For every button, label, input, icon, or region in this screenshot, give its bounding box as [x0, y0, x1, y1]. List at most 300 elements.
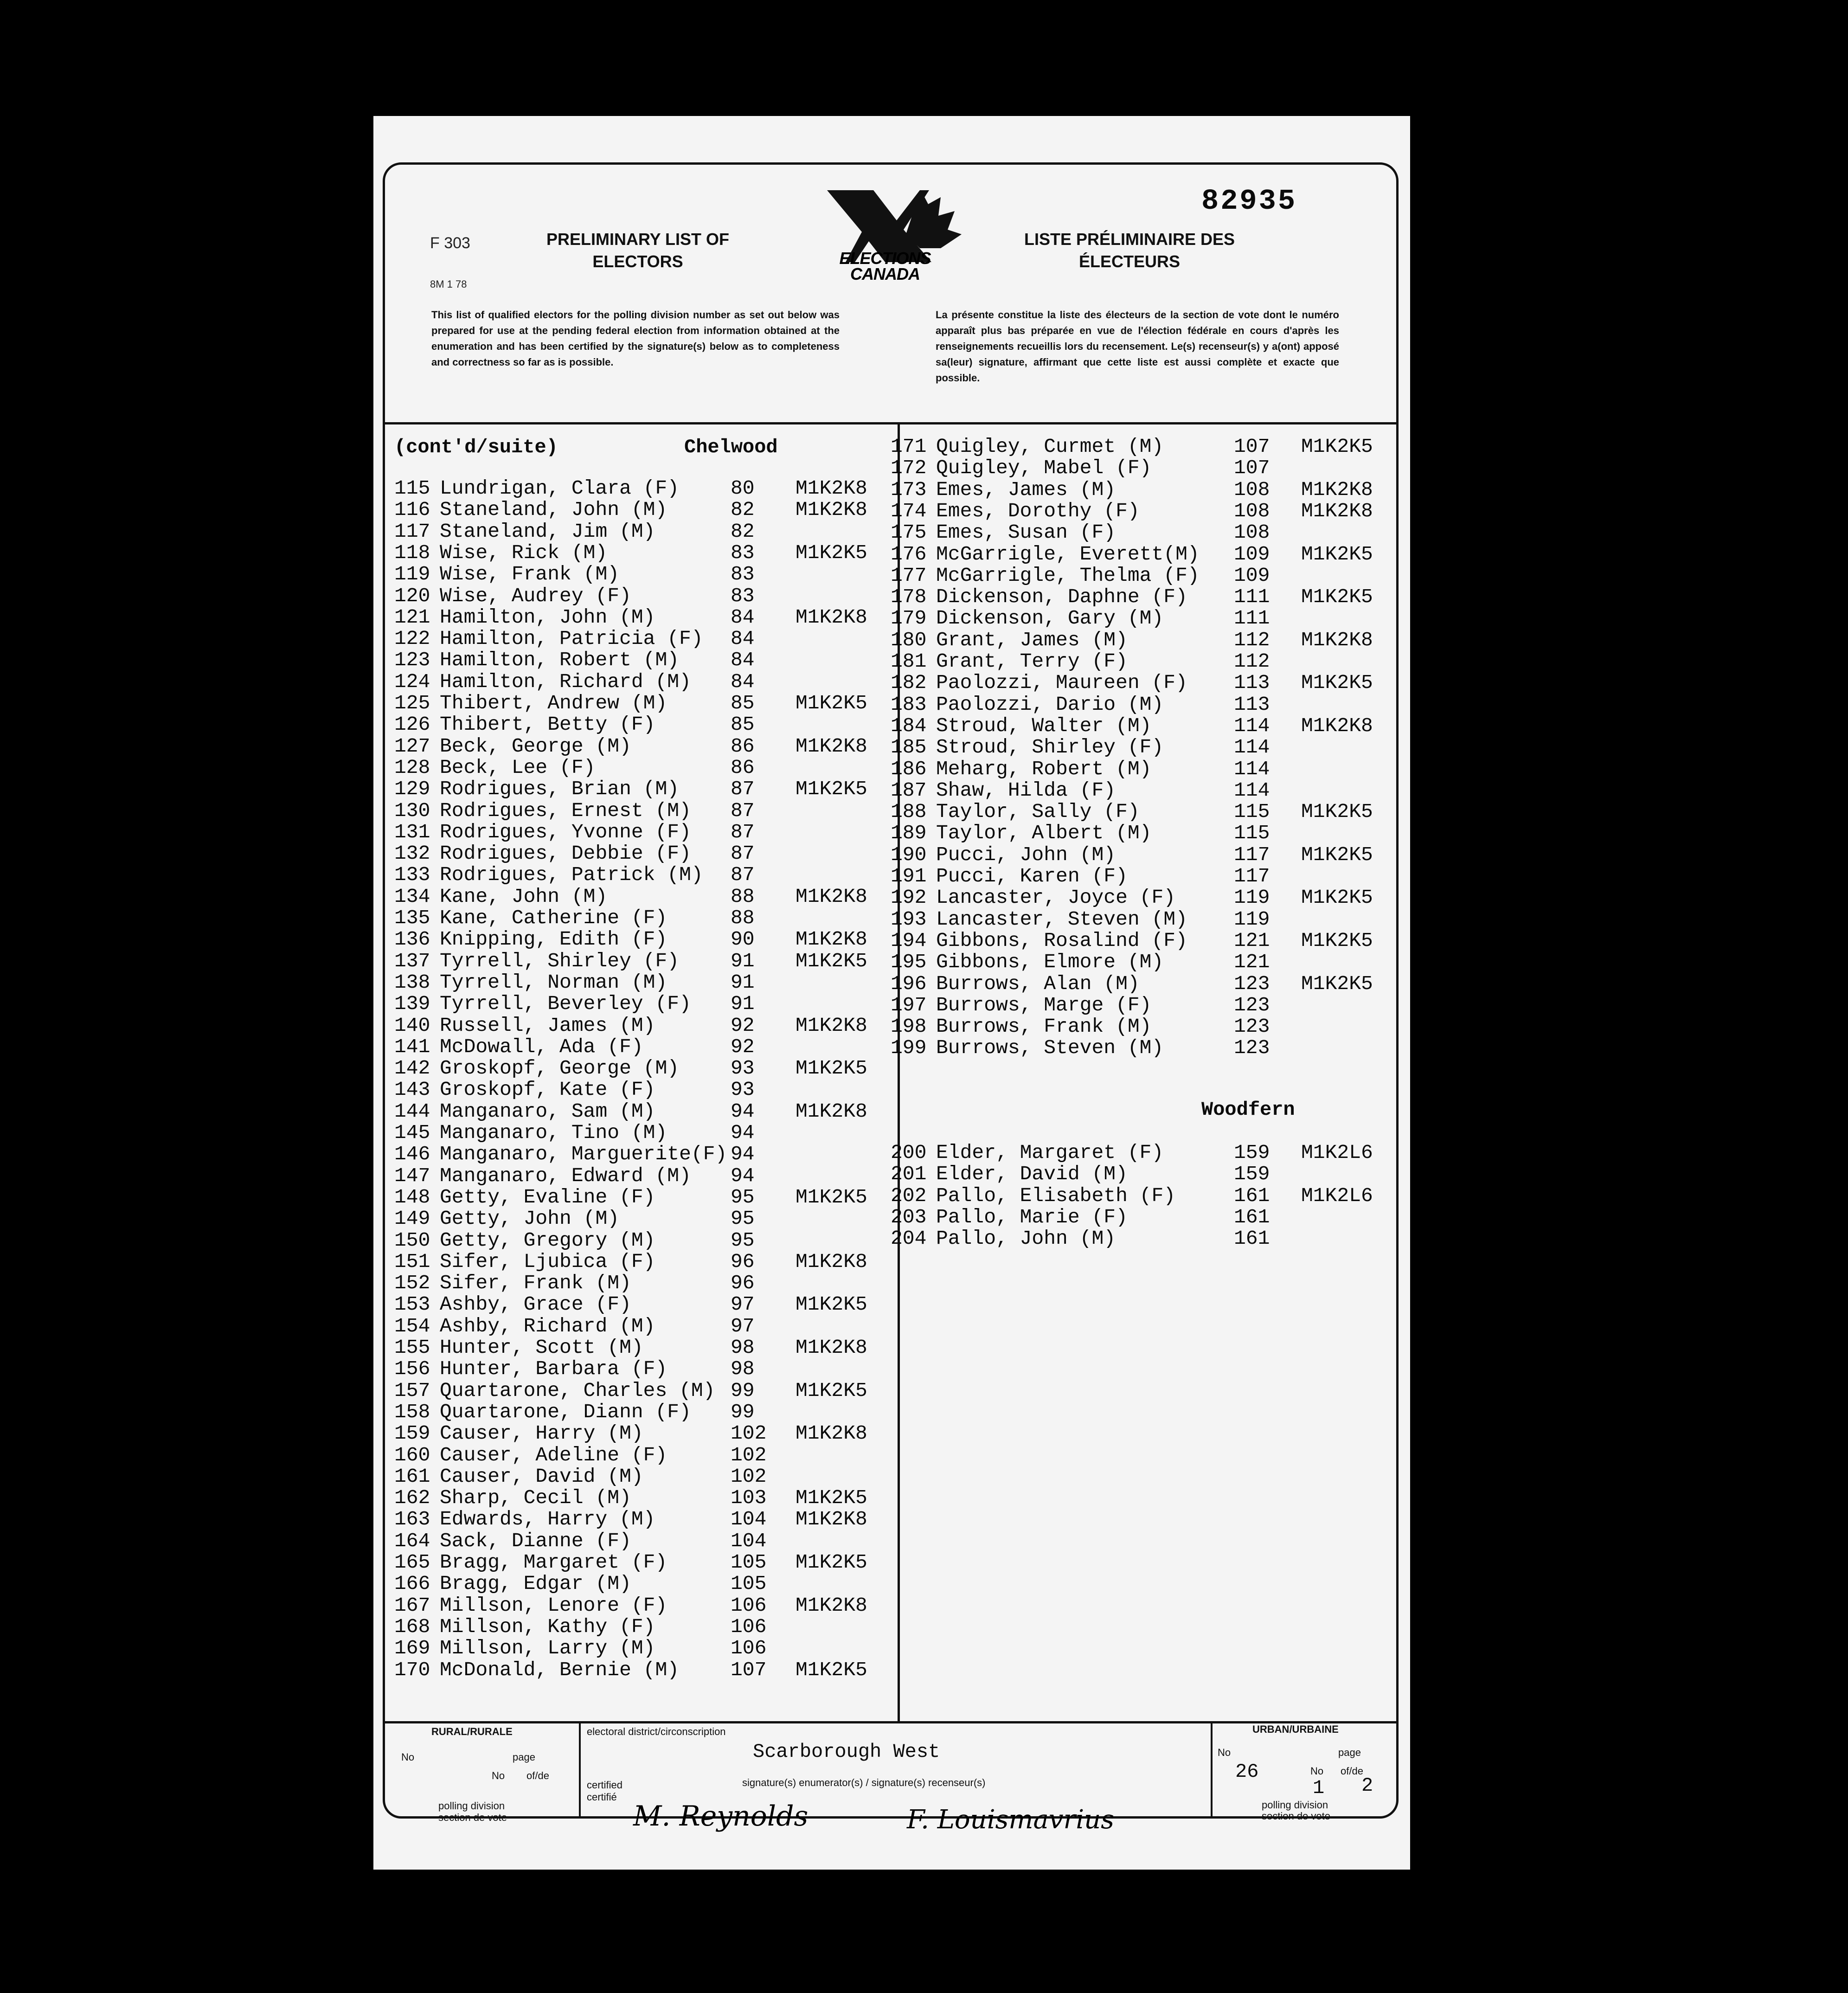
postal-code: M1K2K5 — [796, 1185, 867, 1209]
district-name: Scarborough West — [753, 1741, 940, 1763]
elector-number: 141 — [394, 1035, 430, 1058]
postal-code: M1K2K5 — [796, 778, 867, 801]
elector-number: 119 — [394, 563, 430, 586]
urban-page-label: page — [1338, 1747, 1361, 1758]
elector-name: McDonald, Bernie (M) — [440, 1658, 680, 1681]
elector-row — [394, 1595, 895, 1616]
elector-number: 135 — [394, 906, 430, 929]
street-number: 104 — [731, 1529, 767, 1552]
elector-name: Sharp, Cecil (M) — [440, 1486, 631, 1510]
elector-number: 168 — [394, 1615, 430, 1638]
elector-name: Kane, Catherine (F) — [440, 906, 667, 929]
elector-row — [394, 499, 895, 521]
page-number: 1 — [1313, 1777, 1325, 1799]
street-number: 121 — [1234, 929, 1270, 952]
elector-number: 153 — [394, 1293, 430, 1316]
elector-number: 147 — [394, 1164, 430, 1187]
street-number: 95 — [731, 1185, 755, 1209]
elector-number: 143 — [394, 1078, 430, 1101]
street-number: 161 — [1234, 1227, 1270, 1250]
elector-number: 116 — [394, 498, 430, 521]
elector-row — [394, 1509, 895, 1530]
elector-name: Burrows, Frank (M) — [936, 1015, 1152, 1038]
postal-code: M1K2K5 — [796, 692, 867, 714]
elector-row — [394, 671, 895, 693]
elector-number: 115 — [394, 477, 430, 500]
elector-number: 166 — [394, 1572, 430, 1595]
elector-number: 138 — [394, 971, 430, 994]
elector-row — [394, 714, 895, 735]
elector-number: 183 — [891, 693, 927, 716]
elector-number: 197 — [891, 993, 927, 1016]
left-elector-column — [394, 436, 895, 1717]
street-number: 96 — [731, 1250, 755, 1273]
street-number: 84 — [731, 605, 755, 629]
elector-row — [394, 907, 895, 929]
elector-name: Staneland, John (M) — [440, 498, 667, 521]
elector-row — [394, 1187, 895, 1208]
elector-name: Kane, John (M) — [440, 885, 608, 908]
postal-code: M1K2K8 — [796, 1422, 867, 1445]
elector-row — [891, 436, 1396, 457]
street-number: 99 — [731, 1379, 755, 1402]
street-number: 80 — [731, 477, 755, 500]
street-number: 88 — [731, 885, 755, 908]
street-number: 109 — [1234, 564, 1270, 587]
elector-number: 152 — [394, 1272, 430, 1295]
street-number: 103 — [731, 1486, 767, 1510]
elector-name: Staneland, Jim (M) — [440, 520, 655, 543]
street-number: 107 — [1234, 435, 1270, 458]
elector-name: Manganaro, Tino (M) — [440, 1121, 667, 1144]
elector-row — [394, 478, 895, 499]
elector-number: 163 — [394, 1508, 430, 1531]
street-number: 95 — [731, 1228, 755, 1252]
elector-number: 156 — [394, 1357, 430, 1381]
elector-number: 188 — [891, 800, 927, 823]
elector-row — [394, 1101, 895, 1122]
elector-name: Dickenson, Daphne (F) — [936, 585, 1187, 609]
elector-name: Groskopf, George (M) — [440, 1057, 680, 1080]
postal-code: M1K2K5 — [1301, 585, 1373, 609]
postal-code: M1K2K5 — [796, 541, 867, 564]
street-number: 106 — [731, 1594, 767, 1617]
elector-row — [891, 780, 1396, 801]
elector-number: 179 — [891, 607, 927, 630]
elector-row — [394, 1530, 895, 1552]
elector-row — [394, 951, 895, 972]
elector-row — [394, 1358, 895, 1380]
street-number: 114 — [1234, 757, 1270, 780]
elector-name: Lancaster, Steven (M) — [936, 907, 1187, 931]
elector-name: Ashby, Richard (M) — [440, 1314, 655, 1337]
elector-row — [891, 1207, 1396, 1228]
signature-enumerator-2: F. Louismavrius — [907, 1805, 1114, 1835]
postal-code: M1K2K8 — [796, 1014, 867, 1037]
elector-row — [394, 1316, 895, 1337]
elector-number: 202 — [891, 1184, 927, 1207]
elector-name: Pallo, Marie (F) — [936, 1205, 1128, 1228]
street-woodfern: Woodfern — [1201, 1099, 1295, 1121]
elector-number: 200 — [891, 1141, 927, 1164]
elector-name: Beck, Lee (F) — [440, 756, 596, 779]
street-number: 105 — [731, 1572, 767, 1595]
elector-number: 162 — [394, 1486, 430, 1510]
intro-english: This list of qualified electors for the polling division number as set out below was prepared for use at the pending federal election from information obtained at the enumeration and has been certified by the signature(s) below as to completeness and correctness so far as is possible. — [431, 309, 840, 368]
elector-number: 167 — [394, 1594, 430, 1617]
urban-polling-label: polling division — [1262, 1799, 1328, 1811]
street-number: 91 — [731, 949, 755, 972]
street-number: 108 — [1234, 478, 1270, 501]
postal-code: M1K2K5 — [796, 1379, 867, 1402]
street-number: 92 — [731, 1035, 755, 1058]
elector-row — [394, 1380, 895, 1402]
elector-name: Thibert, Andrew (M) — [440, 692, 667, 714]
elector-number: 169 — [394, 1637, 430, 1660]
elector-row — [394, 1445, 895, 1466]
elector-name: Quartarone, Charles (M) — [440, 1379, 715, 1402]
elector-row — [394, 1165, 895, 1187]
elector-name: Elder, Margaret (F) — [936, 1141, 1164, 1164]
elector-name: Sifer, Frank (M) — [440, 1272, 631, 1295]
title-english: PRELIMINARY LIST OF ELECTORS — [546, 230, 729, 271]
elector-row — [394, 736, 895, 757]
street-number: 119 — [1234, 886, 1270, 909]
elector-row — [394, 1015, 895, 1036]
elector-name: Pallo, Elisabeth (F) — [936, 1184, 1176, 1207]
elector-name: Tyrrell, Norman (M) — [440, 971, 667, 994]
elector-number: 176 — [891, 542, 927, 566]
elector-row — [891, 522, 1396, 543]
urban-of-label: of/de — [1341, 1765, 1363, 1777]
elector-name: Sack, Dianne (F) — [440, 1529, 631, 1552]
elector-number: 128 — [394, 756, 430, 779]
elector-row — [891, 501, 1396, 522]
elector-name: Rodrigues, Yvonne (F) — [440, 820, 691, 843]
elector-row — [891, 844, 1396, 866]
elector-name: Causer, Adeline (F) — [440, 1443, 667, 1466]
elector-row — [394, 1638, 895, 1659]
postal-code: M1K2K8 — [796, 1336, 867, 1359]
elector-row — [891, 1164, 1396, 1185]
elector-number: 137 — [394, 949, 430, 972]
polling-division-number: 26 — [1235, 1761, 1259, 1783]
elector-name: McGarrigle, Everett(M) — [936, 542, 1200, 566]
postal-code: M1K2K5 — [1301, 972, 1373, 995]
street-number: 109 — [1234, 542, 1270, 566]
elector-name: Shaw, Hilda (F) — [936, 778, 1116, 802]
elector-name: Grant, Terry (F) — [936, 650, 1128, 673]
elector-name: Taylor, Albert (M) — [936, 822, 1152, 845]
postal-code: M1K2K5 — [1301, 929, 1373, 952]
elector-name: Russell, James (M) — [440, 1014, 655, 1037]
street-number: 123 — [1234, 993, 1270, 1016]
postal-code: M1K2K8 — [796, 1250, 867, 1273]
elector-name: Hunter, Barbara (F) — [440, 1357, 667, 1381]
elector-row — [394, 822, 895, 843]
street-number: 102 — [731, 1422, 767, 1445]
elector-number: 174 — [891, 499, 927, 522]
elector-name: Meharg, Robert (M) — [936, 757, 1152, 780]
street-number: 98 — [731, 1336, 755, 1359]
elector-number: 160 — [394, 1443, 430, 1466]
elector-name: Tyrrell, Beverley (F) — [440, 992, 691, 1016]
street-number: 92 — [731, 1014, 755, 1037]
street-number: 86 — [731, 756, 755, 779]
elector-row — [891, 995, 1396, 1016]
elector-number: 124 — [394, 670, 430, 693]
elector-row — [394, 1273, 895, 1294]
elector-row — [891, 694, 1396, 715]
elector-row — [891, 1037, 1396, 1059]
street-number: 87 — [731, 778, 755, 801]
postal-code: M1K2K5 — [1301, 886, 1373, 909]
elector-number: 187 — [891, 778, 927, 802]
elector-number: 140 — [394, 1014, 430, 1037]
street-number: 111 — [1234, 585, 1270, 609]
elector-number: 118 — [394, 541, 430, 564]
elector-name: Hamilton, John (M) — [440, 605, 655, 629]
elector-name: Emes, Dorothy (F) — [936, 499, 1140, 522]
urban-section-label: section de vote — [1262, 1810, 1330, 1822]
elector-number: 155 — [394, 1336, 430, 1359]
street-number: 123 — [1234, 1015, 1270, 1038]
street-number: 94 — [731, 1121, 755, 1144]
street-number: 123 — [1234, 1036, 1270, 1060]
elector-number: 171 — [891, 435, 927, 458]
elector-row — [394, 693, 895, 714]
street-number: 84 — [731, 649, 755, 672]
electors-list-sheet — [373, 116, 1410, 1870]
elector-row — [891, 1016, 1396, 1037]
elector-name: Rodrigues, Ernest (M) — [440, 799, 691, 822]
elector-number: 134 — [394, 885, 430, 908]
street-number: 114 — [1234, 778, 1270, 802]
elector-name: Manganaro, Edward (M) — [440, 1164, 691, 1187]
street-number: 113 — [1234, 693, 1270, 716]
elector-name: Causer, Harry (M) — [440, 1422, 643, 1445]
elector-row — [891, 887, 1396, 908]
elector-name: Rodrigues, Debbie (F) — [440, 842, 691, 865]
elector-name: Gibbons, Elmore (M) — [936, 951, 1164, 974]
street-number: 97 — [731, 1293, 755, 1316]
street-number: 91 — [731, 992, 755, 1016]
elector-number: 186 — [891, 757, 927, 780]
street-number: 115 — [1234, 800, 1270, 823]
street-number: 99 — [731, 1400, 755, 1423]
elector-number: 203 — [891, 1205, 927, 1228]
elector-name: Emes, James (M) — [936, 478, 1116, 501]
postal-code: M1K2K8 — [1301, 628, 1373, 651]
elector-row — [394, 607, 895, 628]
elector-number: 158 — [394, 1400, 430, 1423]
elector-name: Beck, George (M) — [440, 734, 631, 758]
street-number: 87 — [731, 863, 755, 887]
elector-row — [891, 823, 1396, 844]
street-number: 115 — [1234, 822, 1270, 845]
elector-name: Wise, Rick (M) — [440, 541, 608, 564]
elector-row — [394, 564, 895, 585]
elector-name: Quigley, Curmet (M) — [936, 435, 1164, 458]
elector-name: Lancaster, Joyce (F) — [936, 886, 1176, 909]
elector-name: Burrows, Marge (F) — [936, 993, 1152, 1016]
elector-number: 184 — [891, 714, 927, 737]
rural-page-label: page — [513, 1751, 535, 1763]
header-divider — [385, 422, 1399, 424]
street-number: 94 — [731, 1143, 755, 1166]
postal-code: M1K2L6 — [1301, 1184, 1373, 1207]
elector-row — [394, 585, 895, 607]
rural-no-label: No — [401, 1751, 415, 1763]
elector-number: 173 — [891, 478, 927, 501]
street-number: 106 — [731, 1615, 767, 1638]
elector-name: Burrows, Alan (M) — [936, 972, 1140, 995]
elector-number: 150 — [394, 1228, 430, 1252]
street-number: 90 — [731, 928, 755, 951]
elector-name: Gibbons, Rosalind (F) — [936, 929, 1187, 952]
rural-polling-label: polling division — [438, 1800, 505, 1812]
elector-name: Burrows, Steven (M) — [936, 1036, 1164, 1060]
postal-code: M1K2K8 — [1301, 478, 1373, 501]
elector-name: Lundrigan, Clara (F) — [440, 477, 680, 500]
elector-number: 127 — [394, 734, 430, 758]
elector-name: Taylor, Sally (F) — [936, 800, 1140, 823]
postal-code: M1K2K8 — [1301, 714, 1373, 737]
elector-row — [394, 1423, 895, 1444]
street-number: 93 — [731, 1078, 755, 1101]
elector-name: Thibert, Betty (F) — [440, 713, 655, 736]
elector-row — [891, 586, 1396, 608]
street-number: 82 — [731, 498, 755, 521]
elector-number: 161 — [394, 1465, 430, 1488]
elector-row — [394, 864, 895, 886]
street-number: 85 — [731, 713, 755, 736]
elector-name: Knipping, Edith (F) — [440, 928, 667, 951]
street-number: 108 — [1234, 521, 1270, 544]
elector-row — [394, 843, 895, 864]
street-number: 91 — [731, 971, 755, 994]
elector-name: Tyrrell, Shirley (F) — [440, 949, 680, 972]
postal-code: M1K2K8 — [796, 928, 867, 951]
elector-row — [394, 1122, 895, 1144]
elector-row — [394, 972, 895, 993]
elector-name: Wise, Audrey (F) — [440, 584, 631, 607]
elector-name: Pucci, Karen (F) — [936, 865, 1128, 887]
elector-row — [394, 1402, 895, 1423]
postal-code: M1K2K8 — [796, 885, 867, 908]
elector-row — [394, 757, 895, 778]
intro-french: La présente constitue la liste des électeurs de la section de vote dont le numéro apparaît plus bas préparée en vue de l'élection fédérale en cours d'après les renseignements recueillis lors du recensement. Le(s) recenseur(s) y a(ont) apposé sa(leur) signature, affirmant que cette liste est aussi complète et exacte que possible. — [936, 309, 1339, 384]
street-number: 117 — [1234, 865, 1270, 887]
elector-number: 204 — [891, 1227, 927, 1250]
elector-number: 125 — [394, 692, 430, 714]
contd-label: (cont'd/suite) — [394, 436, 558, 458]
street-number: 161 — [1234, 1184, 1270, 1207]
rural-section-label: section de vote — [438, 1812, 507, 1823]
street-number: 88 — [731, 906, 755, 929]
elector-name: Causer, David (M) — [440, 1465, 643, 1488]
street-number: 84 — [731, 627, 755, 650]
elector-row — [891, 630, 1396, 651]
elector-name: Pallo, John (M) — [936, 1227, 1116, 1250]
street-number: 87 — [731, 842, 755, 865]
elector-number: 195 — [891, 951, 927, 974]
elector-name: Getty, John (M) — [440, 1207, 620, 1230]
postal-code: M1K2K8 — [796, 605, 867, 629]
postal-code: M1K2K5 — [796, 949, 867, 972]
elector-row — [891, 608, 1396, 629]
elector-row — [394, 1466, 895, 1487]
street-number: 108 — [1234, 499, 1270, 522]
elector-name: Pucci, John (M) — [936, 843, 1116, 866]
form-code: F 303 — [430, 234, 470, 252]
elector-number: 157 — [394, 1379, 430, 1402]
elector-number: 185 — [891, 736, 927, 759]
elector-row — [394, 929, 895, 950]
postal-code: M1K2K8 — [1301, 499, 1373, 522]
street-number: 85 — [731, 692, 755, 714]
elector-row — [891, 973, 1396, 995]
elector-row — [394, 1251, 895, 1273]
elector-number: 180 — [891, 628, 927, 651]
street-number: 102 — [731, 1465, 767, 1488]
elector-number: 182 — [891, 671, 927, 694]
elector-row — [891, 759, 1396, 780]
serial-number: 82935 — [1201, 185, 1297, 218]
elector-row — [394, 1230, 895, 1251]
street-number: 111 — [1234, 607, 1270, 630]
postal-code: M1K2K8 — [796, 477, 867, 500]
elector-number: 189 — [891, 822, 927, 845]
street-number: 82 — [731, 520, 755, 543]
street-number: 121 — [1234, 951, 1270, 974]
elector-number: 122 — [394, 627, 430, 650]
elector-number: 123 — [394, 649, 430, 672]
district-label: electoral district/circonscription — [587, 1726, 726, 1737]
elector-name: Emes, Susan (F) — [936, 521, 1116, 544]
elector-number: 199 — [891, 1036, 927, 1060]
elector-number: 193 — [891, 907, 927, 931]
page-total: 2 — [1361, 1774, 1373, 1797]
postal-code: M1K2K8 — [796, 1594, 867, 1617]
elector-number: 136 — [394, 928, 430, 951]
street-number: 87 — [731, 820, 755, 843]
elector-row — [394, 993, 895, 1015]
postal-code: M1K2K5 — [796, 1057, 867, 1080]
elector-number: 130 — [394, 799, 430, 822]
street-number: 83 — [731, 563, 755, 586]
elector-name: Getty, Gregory (M) — [440, 1228, 655, 1252]
street-chelwood: Chelwood — [684, 436, 778, 458]
footer-divider-left — [579, 1721, 581, 1819]
elector-row — [394, 778, 895, 800]
elector-name: Hamilton, Robert (M) — [440, 649, 680, 672]
logo-text: ELECTIONS CANADA — [839, 249, 931, 283]
elector-row — [394, 1573, 895, 1594]
certified-label: certified certifié — [587, 1779, 623, 1803]
elector-number: 121 — [394, 605, 430, 629]
street-number: 119 — [1234, 907, 1270, 931]
elector-row — [891, 951, 1396, 973]
elector-name: Manganaro, Marguerite(F) — [440, 1143, 727, 1166]
elector-number: 144 — [394, 1099, 430, 1123]
street-number: 96 — [731, 1272, 755, 1295]
elector-row — [891, 737, 1396, 758]
street-number: 117 — [1234, 843, 1270, 866]
elector-row — [394, 1079, 895, 1100]
elector-number: 191 — [891, 865, 927, 887]
street-number: 159 — [1234, 1163, 1270, 1186]
